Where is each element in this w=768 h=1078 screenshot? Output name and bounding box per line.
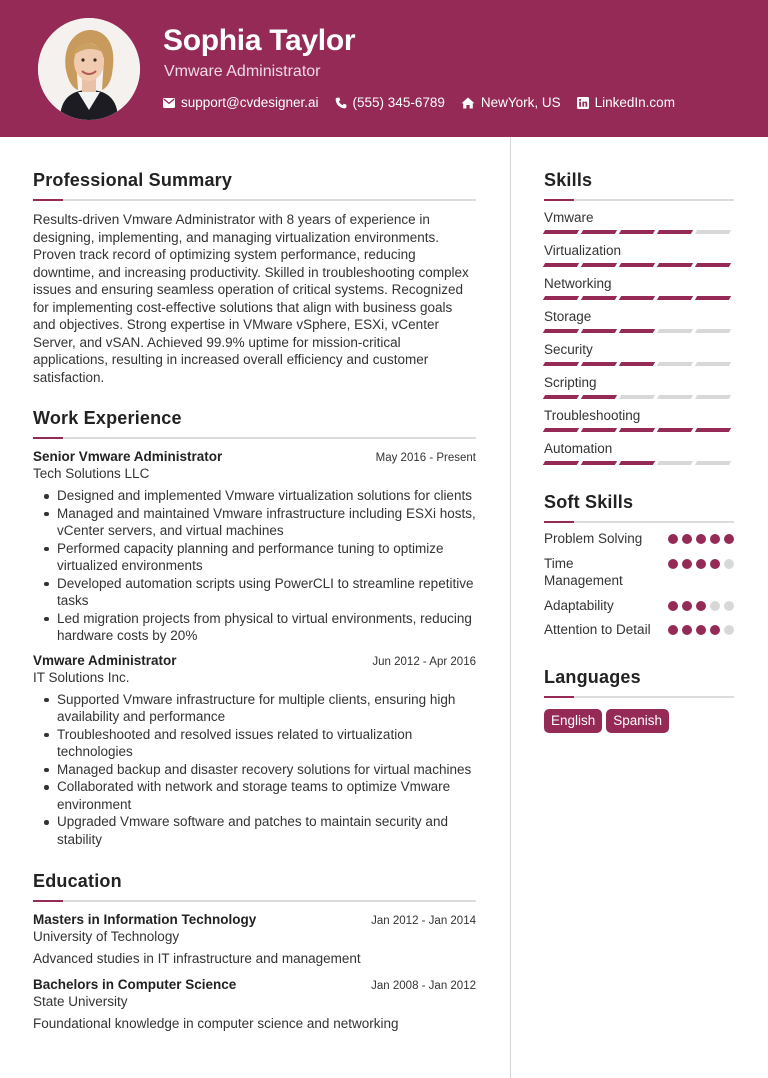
rating-dot <box>710 534 720 544</box>
skill-level-segment <box>657 329 693 333</box>
rating-dot <box>682 534 692 544</box>
list-item: Managed backup and disaster recovery solutions for virtual machines <box>33 761 476 779</box>
skill-name: Scripting <box>544 375 597 390</box>
skill-name: Vmware <box>544 210 594 225</box>
contact-phone[interactable] <box>335 95 445 110</box>
skill-item <box>544 375 734 399</box>
rating-dot <box>724 601 734 611</box>
skill-level-bar <box>544 296 734 300</box>
soft-skill-name: Time Management <box>544 555 623 588</box>
skill-item <box>544 210 734 234</box>
job-title: Vmware Administrator <box>33 652 177 668</box>
skill-level-segment <box>619 362 655 366</box>
soft-skill-name: Adaptability <box>544 597 614 613</box>
education-entry <box>33 912 476 966</box>
skill-level-segment <box>695 428 731 432</box>
summary-text: Results-driven Vmware Administrator with 8 years of experience in designing, implementing, and managing virtualization environments. Proven track record of optimizing system performance, reducing downtime, and increasing productivity. Skilled in troubleshooting complex issues and ensuring seamless operation of critical systems. Recognized for implementing cost-effective solutions that align with business goals and objectives. Strong expertise in VMware vSphere, ESXi, vCenter Server, and vSAN. Achieved 99.9% uptime for mission-critical applications, resulting in increased overall efficiency and customer satisfaction. <box>33 212 469 385</box>
soft-skills-section <box>544 492 734 639</box>
rating-dot <box>724 625 734 635</box>
education-description: Advanced studies in IT infrastructure and management <box>33 951 361 966</box>
skill-item <box>544 243 734 267</box>
soft-skill-rating <box>668 530 734 548</box>
soft-skill-item <box>544 621 734 639</box>
soft-skill-rating <box>668 621 734 639</box>
soft-skill-item <box>544 530 734 548</box>
skill-level-segment <box>581 428 617 432</box>
linkedin-icon <box>577 97 589 109</box>
skill-level-segment <box>581 329 617 333</box>
rating-dot <box>668 559 678 569</box>
experience-heading: Work Experience <box>33 408 182 428</box>
language-badge: Spanish <box>606 709 669 733</box>
section-rule <box>33 900 476 902</box>
sidebar-column <box>544 170 734 733</box>
skill-level-segment <box>619 428 655 432</box>
list-item: Performed capacity planning and performance tuning to optimize virtualized environments <box>33 540 476 575</box>
rating-dot <box>710 625 720 635</box>
candidate-title: Vmware Administrator <box>164 63 321 80</box>
resume-header <box>0 0 768 137</box>
skill-level-segment <box>619 296 655 300</box>
envelope-icon <box>163 98 175 108</box>
skill-level-segment <box>657 230 693 234</box>
soft-skill-name: Attention to Detail <box>544 622 651 637</box>
languages-section <box>544 667 734 733</box>
skill-level-bar <box>544 461 734 465</box>
soft-skill-rating <box>668 597 734 615</box>
job-company: IT Solutions Inc. <box>33 669 130 685</box>
skill-level-segment <box>619 263 655 267</box>
list-item: Supported Vmware infrastructure for multiple clients, ensuring high availability and performance <box>33 691 476 726</box>
skill-name: Storage <box>544 309 592 324</box>
skill-level-segment <box>619 395 655 399</box>
skill-name: Virtualization <box>544 243 622 258</box>
skill-level-segment <box>543 296 579 300</box>
skill-level-segment <box>657 428 693 432</box>
skill-level-segment <box>619 329 655 333</box>
language-list <box>544 709 734 733</box>
contact-linkedin[interactable] <box>577 95 675 110</box>
skill-level-segment <box>695 362 731 366</box>
summary-section <box>33 170 476 386</box>
contact-list <box>163 95 675 110</box>
school-name: University of Technology <box>33 929 180 944</box>
list-item: Led migration projects from physical to virtual environments, reducing hardware costs by 20% <box>33 610 476 645</box>
job-bullets <box>33 691 476 849</box>
skill-level-segment <box>657 461 693 465</box>
skill-level-segment <box>543 395 579 399</box>
skill-level-bar <box>544 263 734 267</box>
rating-dot <box>696 534 706 544</box>
list-item: Designed and implemented Vmware virtualization solutions for clients <box>33 487 476 505</box>
rating-dot <box>696 625 706 635</box>
job-dates: Jun 2012 - Apr 2016 <box>372 655 476 668</box>
skill-level-segment <box>619 461 655 465</box>
education-entry <box>33 977 476 1031</box>
summary-heading: Professional Summary <box>33 170 233 190</box>
main-column <box>33 170 476 1031</box>
rating-dot <box>710 559 720 569</box>
skill-name: Security <box>544 342 593 357</box>
section-rule <box>33 199 476 201</box>
job-bullets <box>33 487 476 645</box>
list-item: Collaborated with network and storage teams to optimize Vmware environment <box>33 778 476 813</box>
degree-title: Bachelors in Computer Science <box>33 977 237 992</box>
rating-dot <box>668 601 678 611</box>
rating-dot <box>682 559 692 569</box>
skill-level-segment <box>543 329 579 333</box>
skill-level-segment <box>581 461 617 465</box>
list-item: Managed and maintained Vmware infrastructure including ESXi hosts, vCenter servers, and virtual machines <box>33 505 476 540</box>
skill-name: Networking <box>544 276 612 291</box>
skill-level-segment <box>695 296 731 300</box>
rating-dot <box>682 625 692 635</box>
degree-title: Masters in Information Technology <box>33 912 257 927</box>
skill-level-segment <box>657 395 693 399</box>
languages-heading: Languages <box>544 666 641 687</box>
rating-dot <box>710 601 720 611</box>
contact-location <box>461 95 561 110</box>
skill-level-segment <box>543 362 579 366</box>
skill-item <box>544 408 734 432</box>
soft-skills-heading: Soft Skills <box>544 492 634 512</box>
rating-dot <box>724 534 734 544</box>
rating-dot <box>682 601 692 611</box>
rating-dot <box>668 534 678 544</box>
skill-level-segment <box>581 362 617 366</box>
skills-section <box>544 170 734 465</box>
skill-level-segment <box>581 263 617 267</box>
school-name: State University <box>33 994 128 1009</box>
soft-skill-name: Problem Solving <box>544 531 643 546</box>
section-rule <box>544 199 734 201</box>
skill-level-segment <box>543 230 579 234</box>
contact-email[interactable] <box>163 95 319 110</box>
education-dates: Jan 2012 - Jan 2014 <box>371 915 476 927</box>
soft-skills-list <box>544 530 734 639</box>
skill-level-segment <box>619 230 655 234</box>
contact-email-text: support@cvdesigner.ai <box>181 95 319 110</box>
education-description: Foundational knowledge in computer science and networking <box>33 1016 399 1031</box>
column-divider <box>510 137 511 1078</box>
rating-dot <box>724 559 734 569</box>
list-item: Troubleshooted and resolved issues related to virtualization technologies <box>33 726 476 761</box>
section-rule <box>33 437 476 439</box>
skill-level-segment <box>657 296 693 300</box>
phone-icon <box>335 97 347 109</box>
soft-skill-item <box>544 597 734 615</box>
job-entry <box>33 449 476 645</box>
skill-level-segment <box>695 395 731 399</box>
education-section <box>33 871 476 1031</box>
skills-list <box>544 210 734 465</box>
rating-dot <box>696 559 706 569</box>
profile-photo <box>38 18 140 120</box>
section-rule <box>544 521 734 523</box>
skill-level-segment <box>581 230 617 234</box>
skill-level-bar <box>544 230 734 234</box>
skill-level-segment <box>543 428 579 432</box>
skill-name: Troubleshooting <box>544 408 641 423</box>
skill-name: Automation <box>544 441 613 456</box>
experience-section <box>33 408 476 848</box>
list-item: Developed automation scripts using PowerCLI to streamline repetitive tasks <box>33 575 476 610</box>
skill-level-bar <box>544 395 734 399</box>
skill-level-segment <box>581 296 617 300</box>
contact-location-text: NewYork, US <box>480 95 561 110</box>
skill-level-segment <box>543 461 579 465</box>
section-rule <box>544 696 734 698</box>
rating-dot <box>696 601 706 611</box>
contact-linkedin-text: LinkedIn.com <box>594 95 675 110</box>
candidate-name: Sophia Taylor <box>163 24 356 57</box>
job-title: Senior Vmware Administrator <box>33 449 223 464</box>
skill-level-bar <box>544 329 734 333</box>
skill-level-bar <box>544 428 734 432</box>
skills-heading: Skills <box>544 170 593 190</box>
skill-level-segment <box>657 263 693 267</box>
skill-item <box>544 441 734 465</box>
skill-level-bar <box>544 362 734 366</box>
skill-level-segment <box>581 395 617 399</box>
rating-dot <box>668 625 678 635</box>
skill-item <box>544 309 734 333</box>
soft-skill-rating <box>668 555 734 590</box>
skill-level-segment <box>695 230 731 234</box>
language-badge: English <box>544 709 602 733</box>
soft-skill-item <box>544 555 734 590</box>
education-dates: Jan 2008 - Jan 2012 <box>371 980 476 992</box>
home-icon <box>461 97 475 109</box>
skill-level-segment <box>543 263 579 267</box>
job-entry <box>33 653 476 849</box>
list-item: Upgraded Vmware software and patches to maintain security and stability <box>33 813 476 848</box>
skill-item <box>544 342 734 366</box>
skill-level-segment <box>695 329 731 333</box>
education-heading: Education <box>33 871 122 891</box>
skill-level-segment <box>695 263 731 267</box>
skill-level-segment <box>657 362 693 366</box>
contact-phone-text: (555) 345-6789 <box>352 95 445 110</box>
job-dates: May 2016 - Present <box>375 452 476 464</box>
skill-item <box>544 276 734 300</box>
job-company: Tech Solutions LLC <box>33 466 150 481</box>
skill-level-segment <box>695 461 731 465</box>
